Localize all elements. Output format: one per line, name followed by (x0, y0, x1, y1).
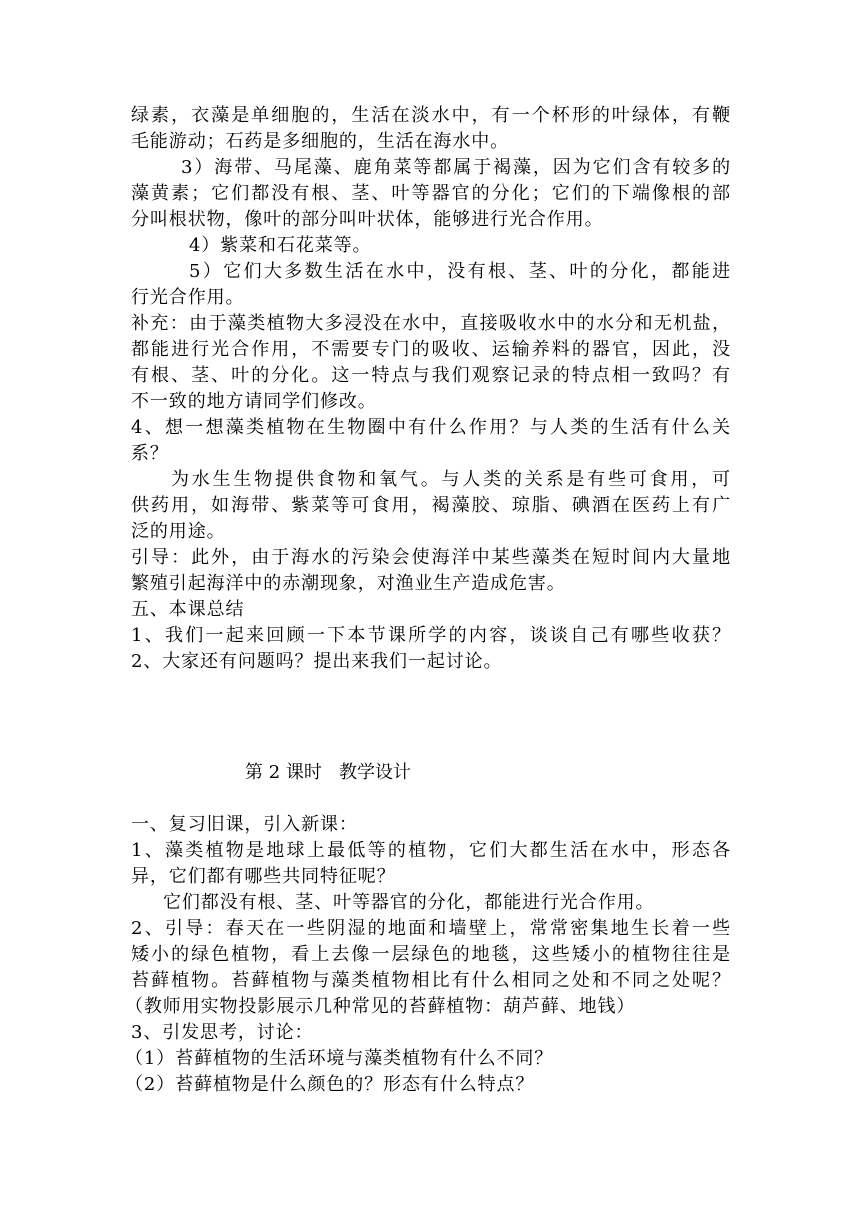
paragraph-text-line: 引导：此外，由于海水的污染会使海洋中某些藻类在短时间内大量地 (131, 547, 731, 568)
paragraph-text-line: 4）紫菜和石花菜等。 (189, 235, 372, 256)
section-text-line: 苔藓植物。苔藓植物与藻类植物相比有什么相同之处和不同之处呢？ (131, 970, 731, 991)
section-text-line: 一、复习旧课，引入新课： (131, 814, 358, 835)
section-text-line: （教师用实物投影展示几种常见的苔藓植物：葫芦藓、地钱） (125, 996, 636, 1017)
paragraph-text-line: 1、我们一起来回顾一下本节课所学的内容，谈谈自己有哪些收获？ (131, 625, 731, 646)
paragraph-text-line: 不一致的地方请同学们修改。 (131, 391, 377, 412)
section-text-line: 矮小的绿色植物，看上去像一层绿色的地毯，这些矮小的植物往往是 (131, 944, 731, 965)
paragraph-text-line: 供药用，如海带、紫菜等可食用，褐藻胶、琼脂、碘酒在医药上有广 (131, 495, 731, 516)
paragraph-text-line: 都能进行光合作用，不需要专门的吸收、运输养料的器官，因此，没 (131, 339, 731, 360)
paragraph-text-line: 分叫根状物，像叶的部分叫叶状体，能够进行光合作用。 (131, 209, 604, 230)
section-text-line: 3、引发思考，讨论： (131, 1022, 314, 1043)
paragraph-text-line: 5）它们大多数生活在水中，没有根、茎、叶的分化，都能进 (189, 261, 731, 282)
paragraph-text-line: 行光合作用。 (131, 287, 245, 308)
paragraph-text-line: 泛的用途。 (131, 521, 226, 542)
paragraph-text-line: 藻黄素；它们都没有根、茎、叶等器官的分化；它们的下端像根的部 (131, 183, 731, 204)
section-heading: 第 2 课时 教学设计 (245, 762, 412, 783)
paragraph-text-line: 补充：由于藻类植物大多浸没在水中，直接吸收水中的水分和无机盐， (131, 313, 731, 334)
paragraph-text-line: 五、本课总结 (131, 599, 245, 620)
paragraph-text-line: 为水生生物提供食物和氧气。与人类的关系是有些可食用，可 (171, 469, 731, 490)
section-text-line: 1、藻类植物是地球上最低等的植物，它们大都生活在水中，形态各 (131, 840, 731, 861)
section-text-line: （1）苔藓植物的生活环境与藻类植物有什么不同？ (125, 1048, 554, 1069)
paragraph-text-line: 毛能游动；石药是多细胞的，生活在海水中。 (131, 131, 509, 152)
paragraph-text-line: 绿素，衣藻是单细胞的，生活在淡水中，有一个杯形的叶绿体，有鞭 (131, 105, 731, 126)
paragraph-text-line: 系？ (131, 443, 169, 464)
section-text-line: 它们都没有根、茎、叶等器官的分化，都能进行光合作用。 (163, 892, 655, 913)
section-text-line: 2、引导：春天在一些阴湿的地面和墙壁上，常常密集地生长着一些 (131, 918, 731, 939)
section-text-line: 异，它们都有哪些共同特征呢？ (131, 866, 396, 887)
paragraph-text-line: 繁殖引起海洋中的赤潮现象，对渔业生产造成危害。 (131, 573, 566, 594)
paragraph-text-line: 有根、茎、叶的分化。这一特点与我们观察记录的特点相一致吗？有 (131, 365, 731, 386)
section-text-line: （2）苔藓植物是什么颜色的？形态有什么特点？ (125, 1074, 535, 1095)
paragraph-text-line: 3）海带、马尾藻、鹿角菜等都属于褐藻，因为它们含有较多的 (181, 157, 731, 178)
paragraph-text-line: 2、大家还有问题吗？提出来我们一起讨论。 (131, 651, 503, 672)
paragraph-text-line: 4、想一想藻类植物在生物圈中有什么作用？与人类的生活有什么关 (131, 417, 731, 438)
